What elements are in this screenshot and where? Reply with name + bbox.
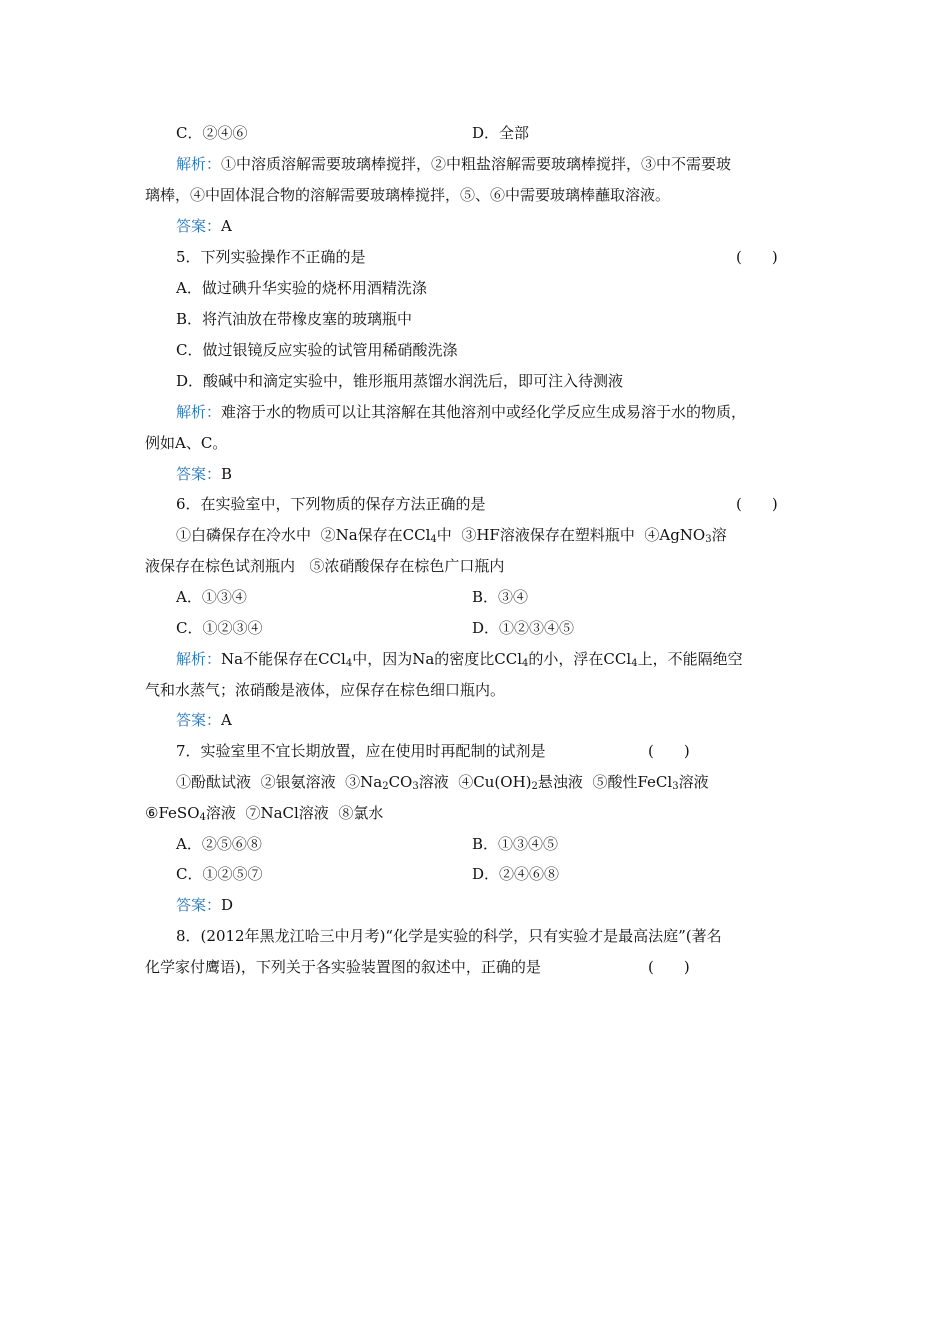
q6-option-d: D．①②③④⑤: [472, 619, 575, 637]
q5-option-d: D．酸碱中和滴定实验中，锥形瓶用蒸馏水润洗后，即可注入待测液: [176, 372, 624, 390]
q4-analysis: [176, 153, 731, 175]
q7-option-d: D．②④⑥⑧: [472, 865, 560, 883]
answer-label: 答案：: [176, 711, 222, 729]
q7-answer: [176, 894, 233, 916]
analysis-label: 解析：: [176, 403, 222, 421]
analysis-text: 难溶于水的物质可以让其溶解在其他溶剂中或经化学反应生成易溶于水的物质，: [221, 403, 747, 421]
answer-value: B: [221, 465, 233, 483]
q5-analysis: [176, 401, 746, 423]
q5-stem: 5．下列实验操作不正确的是: [176, 248, 366, 266]
q7-option-c: C．①②⑤⑦: [176, 865, 263, 883]
q6-items: [176, 524, 727, 546]
q7-option-a: A．②⑤⑥⑧: [176, 835, 262, 853]
q7-item-6: ⑥FeSO$_4$溶液: [145, 804, 236, 823]
analysis-label: 解析：: [176, 155, 222, 173]
q7-stem: 7．实验室里不宜长期放置，应在使用时再配制的试剂是: [176, 742, 546, 760]
q5-answer: [176, 463, 232, 485]
q6-item-2: ②Na保存在CCl$_4$中: [320, 526, 452, 545]
q6-answer-blank: ( ): [736, 495, 778, 513]
q6-item-4-cont: 液保存在棕色试剂瓶内: [145, 557, 296, 575]
q6-option-c: C．①②③④: [176, 619, 263, 637]
q6-item-3: ③HF溶液保存在塑料瓶中: [461, 526, 635, 544]
q7-item-1: ①酚酞试液: [176, 773, 252, 791]
answer-label: 答案：: [176, 465, 222, 483]
q7-option-b: B．①③④⑤: [472, 835, 559, 853]
q6-stem: 6．在实验室中，下列物质的保存方法正确的是: [176, 495, 486, 513]
q6-option-b: B．③④: [472, 588, 529, 606]
q6-option-a: A．①③④: [176, 588, 247, 606]
q7-answer-blank: ( ): [648, 742, 690, 760]
q6-analysis: 解析：Na不能保存在CCl$_4$中，因为Na的密度比CCl$_4$的小，浮在CCl$_4$上，不能隔绝空: [176, 650, 743, 669]
q7-item-2: ②银氨溶液: [260, 773, 336, 791]
q6-answer: [176, 709, 232, 731]
q7-item-3: $③Na_2CO_3$溶液: [345, 773, 449, 792]
q8-stem-cont: 化学家付鹰语)，下列关于各实验装置图的叙述中，正确的是: [145, 958, 541, 976]
q5-option-c: C．做过银镜反应实验的试管用稀硝酸洗涤: [176, 341, 458, 359]
q7-items-cont: [145, 802, 383, 824]
q6-item-1: ①白磷保存在冷水中: [176, 526, 312, 544]
q6-item-5: ⑤浓硝酸保存在棕色广口瓶内: [309, 557, 505, 575]
q6-item-4: ④AgNO$_3$溶: [644, 526, 727, 545]
q8-stem: 8．(2012年黑龙江哈三中月考)“化学是实验的科学，只有实验才是最高法庭”(著名: [176, 927, 722, 945]
q4-answer: [176, 215, 232, 237]
q7-item-5: ⑤酸性FeCl$_3$溶液: [592, 773, 709, 792]
answer-value: D: [221, 896, 234, 914]
q4-option-d: D．全部: [472, 124, 530, 142]
q6-items-cont: [145, 555, 504, 577]
answer-value: A: [221, 711, 232, 729]
analysis-label: 解析：: [176, 650, 222, 668]
q5-analysis-cont: 例如A、C。: [145, 434, 228, 452]
q7-items: [176, 771, 709, 793]
q7-item-7: ⑦NaCl溶液: [245, 804, 329, 822]
q4-analysis-cont: 璃棒，④中固体混合物的溶解需要玻璃棒搅拌，⑤、⑥中需要玻璃棒蘸取溶液。: [145, 186, 671, 204]
q6-analysis-cont: 气和水蒸气；浓硝酸是液体，应保存在棕色细口瓶内。: [145, 681, 506, 699]
q7-item-8: ⑧氯水: [338, 804, 384, 822]
q4-option-c: C．②④⑥: [176, 124, 248, 142]
q8-answer-blank: ( ): [648, 958, 690, 976]
answer-value: A: [221, 217, 232, 235]
q5-option-a: A．做过碘升华实验的烧杯用酒精洗涤: [176, 279, 427, 297]
q5-option-b: B．将汽油放在带橡皮塞的玻璃瓶中: [176, 310, 413, 328]
answer-label: 答案：: [176, 896, 222, 914]
q5-answer-blank: ( ): [736, 248, 778, 266]
answer-label: 答案：: [176, 217, 222, 235]
q7-item-4: $④Cu(OH)_2$悬浊液: [458, 773, 583, 792]
analysis-text: ①中溶质溶解需要玻璃棒搅拌，②中粗盐溶解需要玻璃棒搅拌，③中不需要玻: [221, 155, 732, 173]
